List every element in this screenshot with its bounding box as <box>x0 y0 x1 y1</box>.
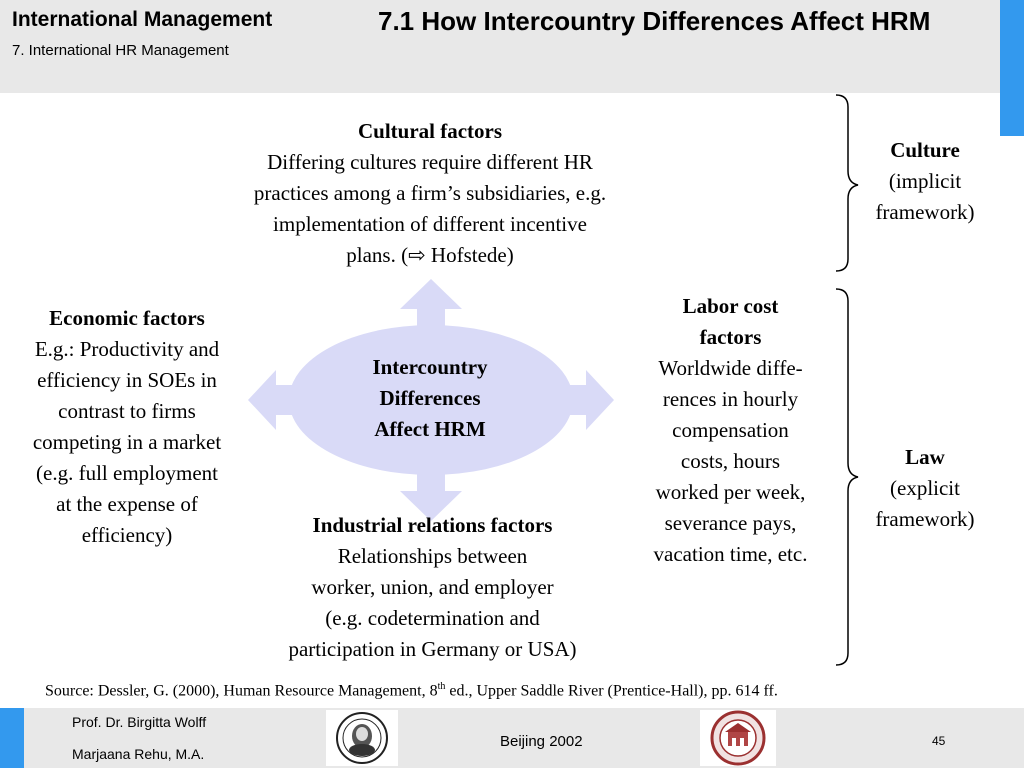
labor-cost-heading: factors <box>699 325 762 349</box>
cultural-line: plans. (⇨ Hofstede) <box>346 243 514 267</box>
culture-framework-line: (implicit <box>888 169 962 193</box>
law-framework <box>855 442 995 535</box>
law-framework-line: framework) <box>875 507 975 531</box>
labor-line: vacation time, etc. <box>653 542 808 566</box>
center-label-line: Affect HRM <box>374 417 486 441</box>
law-framework-heading: Law <box>905 445 945 469</box>
cultural-factors-block <box>205 116 655 271</box>
economic-line: contrast to firms <box>58 399 196 423</box>
beijing-normal-university-seal-icon <box>700 710 776 766</box>
culture-framework <box>855 135 995 228</box>
footer-bar <box>0 708 1024 768</box>
industrial-line: (e.g. codetermination and <box>325 606 540 630</box>
cultural-line: practices among a firm’s subsidiaries, e.g. <box>253 181 607 205</box>
labor-cost-heading: Labor cost <box>682 294 779 318</box>
university-seal-logo-icon <box>326 710 398 766</box>
author-name: Marjaana Rehu, M.A. <box>72 746 205 762</box>
economic-line: E.g.: Productivity and <box>34 337 220 361</box>
industrial-line: Relationships between <box>337 544 528 568</box>
labor-line: rences in hourly <box>662 387 799 411</box>
economic-line: efficiency) <box>81 523 173 547</box>
culture-framework-heading: Culture <box>890 138 960 162</box>
labor-line: costs, hours <box>680 449 781 473</box>
industrial-relations-heading: Industrial relations factors <box>312 513 553 537</box>
culture-framework-line: framework) <box>875 200 975 224</box>
economic-line: efficiency in SOEs in <box>37 368 217 392</box>
economic-factors-heading: Economic factors <box>49 306 205 330</box>
center-label-line: Differences <box>379 386 481 410</box>
industrial-relations-block <box>240 510 625 665</box>
header-bar <box>0 0 1000 93</box>
labor-cost-factors-block <box>628 291 833 570</box>
center-label-line: Intercountry <box>372 355 488 379</box>
labor-line: severance pays, <box>664 511 797 535</box>
cultural-line: Differing cultures require different HR <box>267 150 593 174</box>
author-name: Prof. Dr. Birgitta Wolff <box>72 714 207 730</box>
page-number: 45 <box>932 734 946 748</box>
chapter-subtitle: 7. International HR Management <box>12 42 229 59</box>
course-title: International Management <box>12 8 273 31</box>
law-framework-line: (explicit <box>890 476 960 500</box>
labor-line: worked per week, <box>655 480 806 504</box>
economic-line: (e.g. full employment <box>36 461 218 485</box>
slide-title: 7.1 How Intercountry Differences Affect HRM <box>378 6 931 36</box>
location-label: Beijing 2002 <box>500 733 583 750</box>
source-prefix: Source: Dessler, G. (2000), Human Resource Management, 8 <box>45 682 438 700</box>
industrial-line: participation in Germany or USA) <box>288 637 577 661</box>
cultural-line: implementation of different incentive <box>273 212 587 236</box>
cultural-factors-heading: Cultural factors <box>357 119 503 143</box>
labor-line: compensation <box>672 418 789 442</box>
header-accent-bar <box>1000 0 1024 136</box>
footer-accent-bar <box>0 708 24 768</box>
source-sup: th <box>437 681 446 692</box>
labor-line: Worldwide diffe- <box>658 356 803 380</box>
industrial-line: worker, union, and employer <box>311 575 554 599</box>
economic-factors-block <box>2 303 252 551</box>
economic-line: competing in a market <box>32 430 222 454</box>
economic-line: at the expense of <box>56 492 198 516</box>
source-suffix: ed., Upper Saddle River (Prentice-Hall), pp. 614 ff. <box>445 682 778 700</box>
source-citation <box>45 681 778 700</box>
center-label <box>330 352 530 445</box>
